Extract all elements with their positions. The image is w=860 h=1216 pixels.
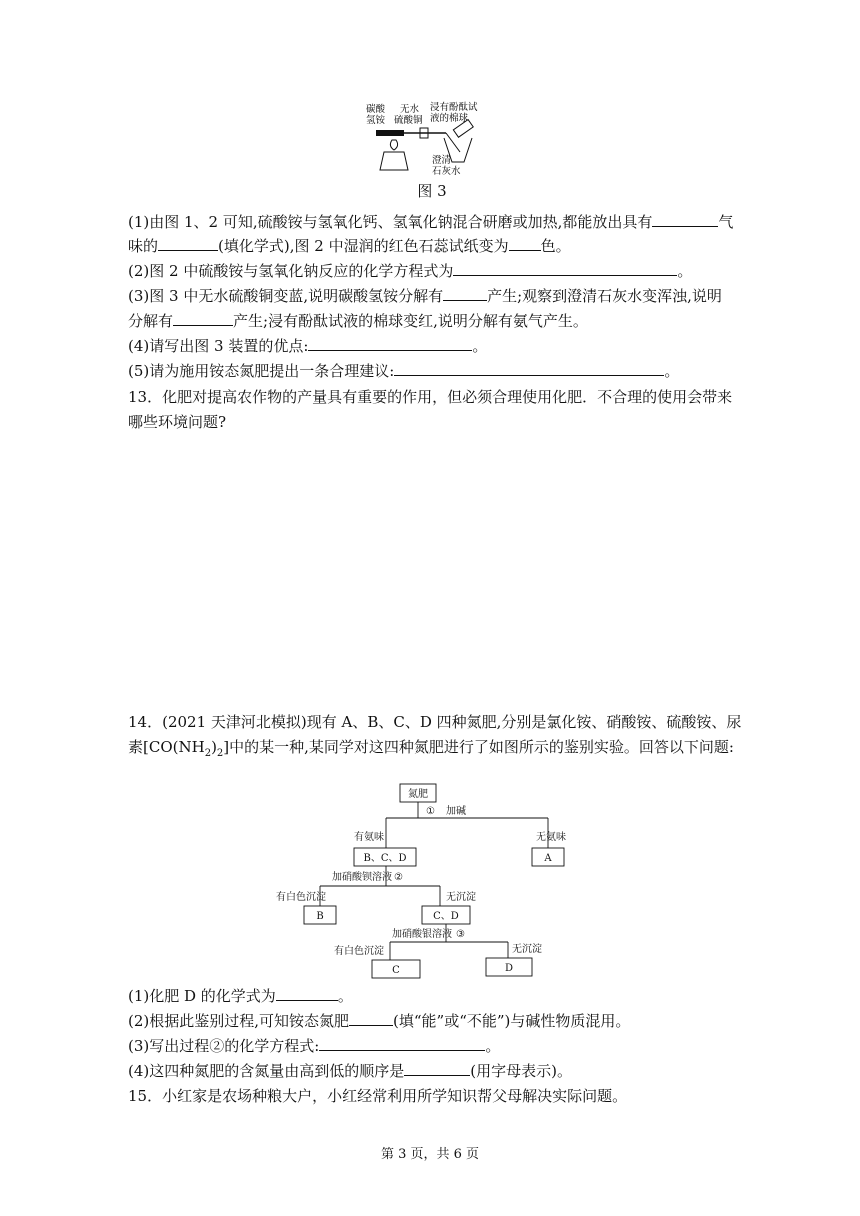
q14-sub1: (1)化肥 D 的化学式为 。 xyxy=(128,987,353,1005)
flow-left3-label: 有白色沉淀 xyxy=(334,946,384,957)
q12-part3-line2: 分解有 产生;浸有酚酞试液的棉球变红,说明分解有氨气产生。 xyxy=(128,312,588,330)
flow-c-label: C xyxy=(392,965,400,976)
label-limewater-top: 澄清 xyxy=(432,155,452,166)
q14-line2: 素$[CO(NH_2)_2]$中的某一种,某同学对这四种氮肥进行了如图所示的鉴别实验。回答以下问题: xyxy=(128,738,734,759)
q13-line1: 13．化肥对提高农作物的产量具有重要的作用，但必须合理使用化肥．不合理的使用会带来 xyxy=(128,388,733,406)
flow-left2-label: 有白色沉淀 xyxy=(276,892,326,903)
flow-step2-label: 加硝酸钡溶液 xyxy=(332,872,392,883)
q14-sub3: (3)写出过程②的化学方程式: 。 xyxy=(128,1037,501,1055)
identification-flowchart xyxy=(250,782,610,982)
flow-cd-label: C、D xyxy=(433,911,459,922)
flow-right3-label: 无沉淀 xyxy=(512,944,542,955)
alcohol-lamp xyxy=(380,152,408,170)
flow-step2-num: ② xyxy=(394,872,403,883)
label-cotton-top: 浸有酚酞试 xyxy=(430,102,478,113)
flow-step1-label: 加碱 xyxy=(446,806,466,817)
q12-part1-line1: (1)由图 1、2 可知,硫酸铵与氢氧化钙、氢氧化钠混合研磨或加热,都能放出具有 气 xyxy=(128,213,734,231)
answer-blank[interactable] xyxy=(443,285,487,301)
q14-line1: 14．(2021 天津河北模拟)现有 A、B、C、D 四种氮肥,分别是氯化铵、硝酸铵、硫酸铵、尿 xyxy=(128,713,742,731)
q12-part1-line2: 味的 (填化学式),图 2 中湿润的红色石蕊试纸变为 色。 xyxy=(128,237,571,255)
flow-a-label: A xyxy=(544,853,552,864)
flow-left1-label: 有氨味 xyxy=(354,832,384,843)
flow-d-label: D xyxy=(504,963,514,974)
q12-part3-line1: (3)图 3 中无水硫酸铜变蓝,说明碳酸氢铵分解有 产生;观察到澄清石灰水变浑浊,说明 xyxy=(128,287,722,305)
label-limewater-bottom: 石灰水 xyxy=(432,166,461,177)
answer-blank[interactable] xyxy=(276,985,338,1001)
answer-blank[interactable] xyxy=(394,360,664,376)
flow-step3-label: 加硝酸银溶液 xyxy=(392,929,452,940)
answer-blank[interactable] xyxy=(453,260,677,276)
answer-blank[interactable] xyxy=(404,1060,470,1076)
label-reagent-bottom: 氢铵 xyxy=(366,115,386,126)
flow-step3-num: ③ xyxy=(456,929,465,940)
q12-part5: (5)请为施用铵态氮肥提出一条合理建议: 。 xyxy=(128,362,680,380)
flow-right1-label: 无氨味 xyxy=(536,832,566,843)
figure-3-apparatus xyxy=(364,100,504,178)
q14-sub4: (4)这四种氮肥的含氮量由高到低的顺序是 (用字母表示)。 xyxy=(128,1062,572,1080)
label-reagent-top: 碳酸 xyxy=(366,104,386,115)
answer-blank[interactable] xyxy=(308,335,472,351)
test-tube xyxy=(376,130,404,136)
q12-part2: (2)图 2 中硫酸铵与氢氧化钠反应的化学方程式为 。 xyxy=(128,262,693,280)
answer-blank[interactable] xyxy=(173,310,233,326)
q13-line2: 哪些环境问题? xyxy=(128,413,227,431)
q15-line1: 15．小红家是农场种粮大户，小红经常利用所学知识帮父母解决实际问题。 xyxy=(128,1087,628,1105)
q14-sub2: (2)根据此鉴别过程,可知铵态氮肥 (填“能”或“不能”)与碱性物质混用。 xyxy=(128,1012,631,1030)
page-footer: 第 3 页，共 6 页 xyxy=(380,1147,480,1162)
label-cuso4-top: 无水 xyxy=(400,104,420,115)
flow-bcd-label: B、C、D xyxy=(363,853,407,864)
answer-blank[interactable] xyxy=(319,1035,485,1051)
flow-step1-num: ① xyxy=(426,806,435,817)
flow-b-label: B xyxy=(316,911,324,922)
flow-right2-label: 无沉淀 xyxy=(446,892,476,903)
q12-part4: (4)请写出图 3 装置的优点: 。 xyxy=(128,337,488,355)
flame xyxy=(390,140,397,150)
answer-blank[interactable] xyxy=(509,235,541,251)
figure-3-caption: 图 3 xyxy=(417,182,447,200)
answer-blank[interactable] xyxy=(349,1010,393,1026)
label-cuso4-bottom: 硫酸铜 xyxy=(394,115,423,126)
answer-blank[interactable] xyxy=(158,235,218,251)
answer-blank[interactable] xyxy=(652,211,718,227)
label-cotton-bottom: 液的棉球 xyxy=(430,113,469,124)
flow-root-label: 氮肥 xyxy=(408,789,428,800)
